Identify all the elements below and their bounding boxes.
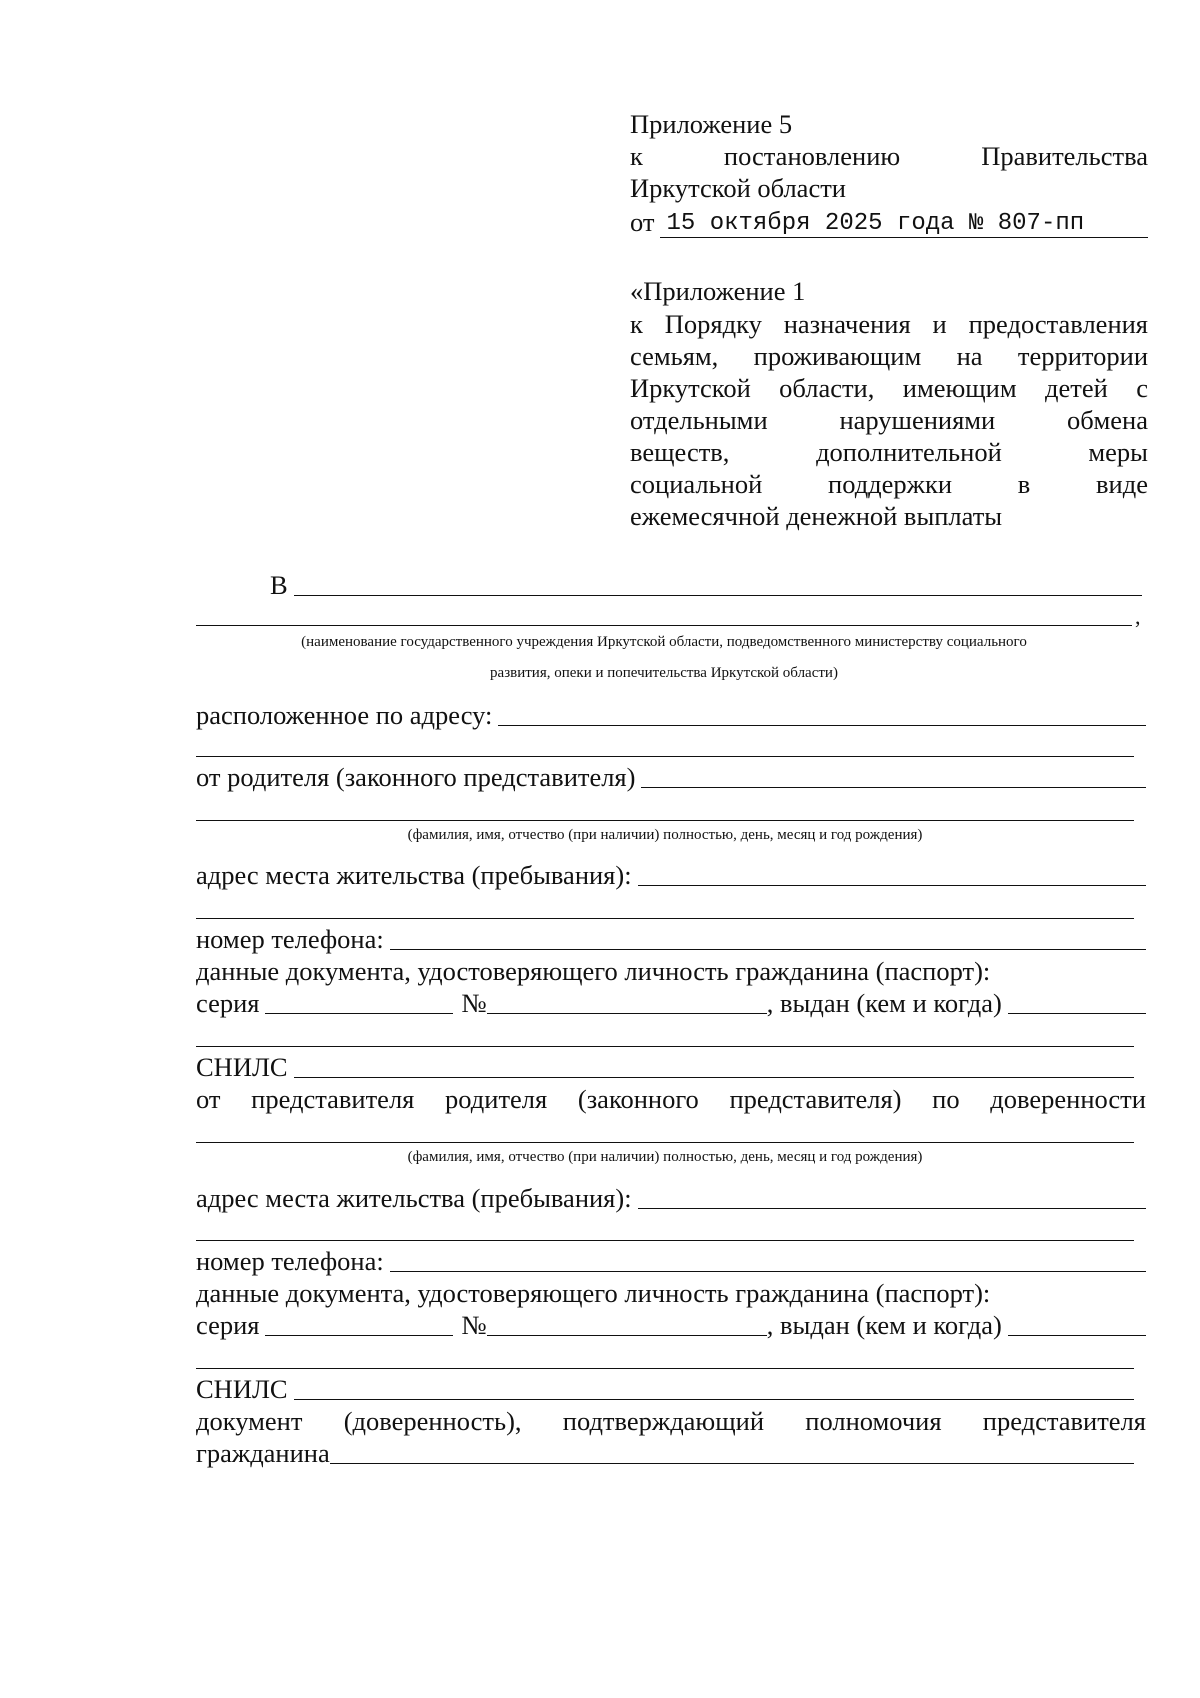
word: подтверждающий bbox=[562, 1406, 765, 1436]
word: веществ, bbox=[630, 437, 730, 467]
appendix-5-block bbox=[630, 108, 1148, 238]
residence-field[interactable] bbox=[638, 884, 1146, 886]
word: доверенности bbox=[990, 1084, 1146, 1114]
id-document-label-2: данные документа, удостоверяющего личность гражданина (паспорт): bbox=[196, 1278, 991, 1308]
institution-note-2: развития, опеки и попечительства Иркутской области) bbox=[490, 665, 838, 681]
phone-row bbox=[196, 924, 1146, 954]
series-field[interactable] bbox=[265, 1012, 453, 1014]
date-number-value: 15 октября 2025 года № 807-пп bbox=[666, 210, 1085, 237]
word: поддержки bbox=[828, 469, 953, 499]
addressee-row bbox=[270, 570, 1142, 600]
passport-row-2 bbox=[196, 1310, 1146, 1340]
snils-label-2: СНИЛС bbox=[196, 1374, 288, 1404]
word: меры bbox=[1088, 437, 1148, 467]
government-word: Правительства bbox=[981, 141, 1148, 171]
word: (доверенность), bbox=[343, 1406, 522, 1436]
word: родителя bbox=[445, 1084, 548, 1114]
number-sign: № bbox=[461, 988, 487, 1018]
issued-label: , выдан (кем и когда) bbox=[766, 988, 1002, 1018]
proxy-document-row bbox=[196, 1406, 1146, 1436]
addressee-field-2[interactable] bbox=[196, 625, 1132, 626]
phone-row-2 bbox=[196, 1246, 1146, 1276]
issued-field[interactable] bbox=[1008, 1012, 1146, 1014]
word: в bbox=[1017, 469, 1031, 499]
institution-note-1: (наименование государственного учреждения Иркутской области, подведомственного министерству социального bbox=[301, 634, 1027, 650]
word: на bbox=[956, 341, 983, 371]
snils-field[interactable] bbox=[294, 1076, 1134, 1078]
series-label-2: серия bbox=[196, 1310, 260, 1340]
word: Порядку bbox=[664, 309, 762, 339]
region-line: Иркутской области bbox=[630, 173, 846, 203]
addressee-field[interactable] bbox=[294, 594, 1142, 596]
residence-field-rep[interactable] bbox=[638, 1207, 1146, 1209]
word: предоставления bbox=[968, 309, 1148, 339]
series-field-rep[interactable] bbox=[265, 1334, 453, 1336]
appendix-1-line-2 bbox=[630, 340, 1148, 372]
location-field-2[interactable] bbox=[196, 756, 1134, 757]
residence-label: адрес места жительства (пребывания): bbox=[196, 860, 632, 890]
phone-field-rep[interactable] bbox=[390, 1270, 1146, 1272]
word: территории bbox=[1017, 341, 1148, 371]
word: к bbox=[630, 309, 643, 339]
id-document-label: данные документа, удостоверяющего личность гражданина (паспорт): bbox=[196, 956, 991, 986]
from-word: от bbox=[630, 207, 655, 237]
word: дополнительной bbox=[816, 437, 1002, 467]
resolution-line bbox=[630, 140, 1148, 172]
word: социальной bbox=[630, 469, 763, 499]
date-number-field bbox=[660, 207, 1148, 238]
word: полномочия bbox=[805, 1406, 942, 1436]
word: детей bbox=[1045, 373, 1108, 403]
parent-field-2[interactable] bbox=[196, 820, 1134, 821]
parent-label: от родителя (законного представителя) bbox=[196, 762, 636, 792]
location-field[interactable] bbox=[498, 724, 1146, 726]
word: обмена bbox=[1067, 405, 1148, 435]
parent-row bbox=[196, 762, 1146, 792]
word: документ bbox=[196, 1406, 303, 1436]
residence-row-2 bbox=[196, 1183, 1146, 1213]
citizen-label: гражданина bbox=[196, 1438, 330, 1468]
word: по bbox=[932, 1084, 960, 1114]
series-label: серия bbox=[196, 988, 260, 1018]
appendix-1-line-4 bbox=[630, 404, 1148, 436]
word: назначения bbox=[783, 309, 911, 339]
number-sign-2: № bbox=[461, 1310, 487, 1340]
citizen-row bbox=[196, 1438, 1134, 1468]
issued-field-rep-2[interactable] bbox=[196, 1368, 1134, 1369]
residence-field-rep-2[interactable] bbox=[196, 1240, 1134, 1241]
snils-row-2 bbox=[196, 1374, 1134, 1404]
word: Иркутской bbox=[630, 373, 751, 403]
representative-row bbox=[196, 1084, 1146, 1114]
word: семьям, bbox=[630, 341, 719, 371]
appendix-1-title: «Приложение 1 bbox=[630, 276, 806, 306]
parent-field[interactable] bbox=[641, 786, 1146, 788]
appendix-1-line-3 bbox=[630, 372, 1148, 404]
word: имеющим bbox=[902, 373, 1017, 403]
resolution-word: постановлению bbox=[723, 141, 901, 171]
phone-label: номер телефона: bbox=[196, 924, 384, 954]
proxy-document-field[interactable] bbox=[330, 1462, 1134, 1464]
word: нарушениями bbox=[839, 405, 996, 435]
passport-row bbox=[196, 988, 1146, 1018]
word: проживающим bbox=[753, 341, 922, 371]
residence-row bbox=[196, 860, 1146, 890]
word: области, bbox=[779, 373, 875, 403]
appendix-1-line-6 bbox=[630, 468, 1148, 500]
location-row bbox=[196, 700, 1146, 730]
issued-field-rep[interactable] bbox=[1008, 1334, 1146, 1336]
word: представителя) bbox=[729, 1084, 902, 1114]
phone-field[interactable] bbox=[390, 948, 1146, 950]
word: представителя bbox=[251, 1084, 415, 1114]
word: виде bbox=[1096, 469, 1148, 499]
fio-note-2: (фамилия, имя, отчество (при наличии) полностью, день, месяц и год рождения) bbox=[407, 1149, 923, 1165]
word: представителя bbox=[982, 1406, 1146, 1436]
comma: , bbox=[1135, 604, 1141, 629]
fio-note: (фамилия, имя, отчество (при наличии) полностью, день, месяц и год рождения) bbox=[407, 827, 923, 843]
snils-row bbox=[196, 1052, 1134, 1082]
appendix-1-line-1 bbox=[630, 308, 1148, 340]
appendix-1-line-5 bbox=[630, 436, 1148, 468]
residence-label-2: адрес места жительства (пребывания): bbox=[196, 1183, 632, 1213]
to-prefix: В bbox=[270, 570, 288, 600]
word: отдельными bbox=[630, 405, 768, 435]
issued-field-2[interactable] bbox=[196, 1046, 1134, 1047]
passport-number-field-rep[interactable] bbox=[487, 1334, 767, 1336]
issued-label-2: , выдан (кем и когда) bbox=[766, 1310, 1002, 1340]
snils-label: СНИЛС bbox=[196, 1052, 288, 1082]
word: (законного bbox=[577, 1084, 699, 1114]
to-word: к bbox=[630, 141, 643, 171]
word: и bbox=[932, 309, 947, 339]
passport-number-field[interactable] bbox=[487, 1012, 767, 1014]
appendix-1-block bbox=[630, 275, 1148, 532]
appendix-5-title: Приложение 5 bbox=[630, 109, 793, 139]
residence-field-2[interactable] bbox=[196, 918, 1134, 919]
phone-label-2: номер телефона: bbox=[196, 1246, 384, 1276]
appendix-1-line-7: ежемесячной денежной выплаты bbox=[630, 501, 1003, 531]
date-line bbox=[630, 204, 1148, 238]
word: с bbox=[1136, 373, 1148, 403]
snils-field-rep[interactable] bbox=[294, 1398, 1134, 1400]
location-label: расположенное по адресу: bbox=[196, 700, 493, 730]
representative-field[interactable] bbox=[196, 1142, 1134, 1143]
word: от bbox=[196, 1084, 221, 1114]
